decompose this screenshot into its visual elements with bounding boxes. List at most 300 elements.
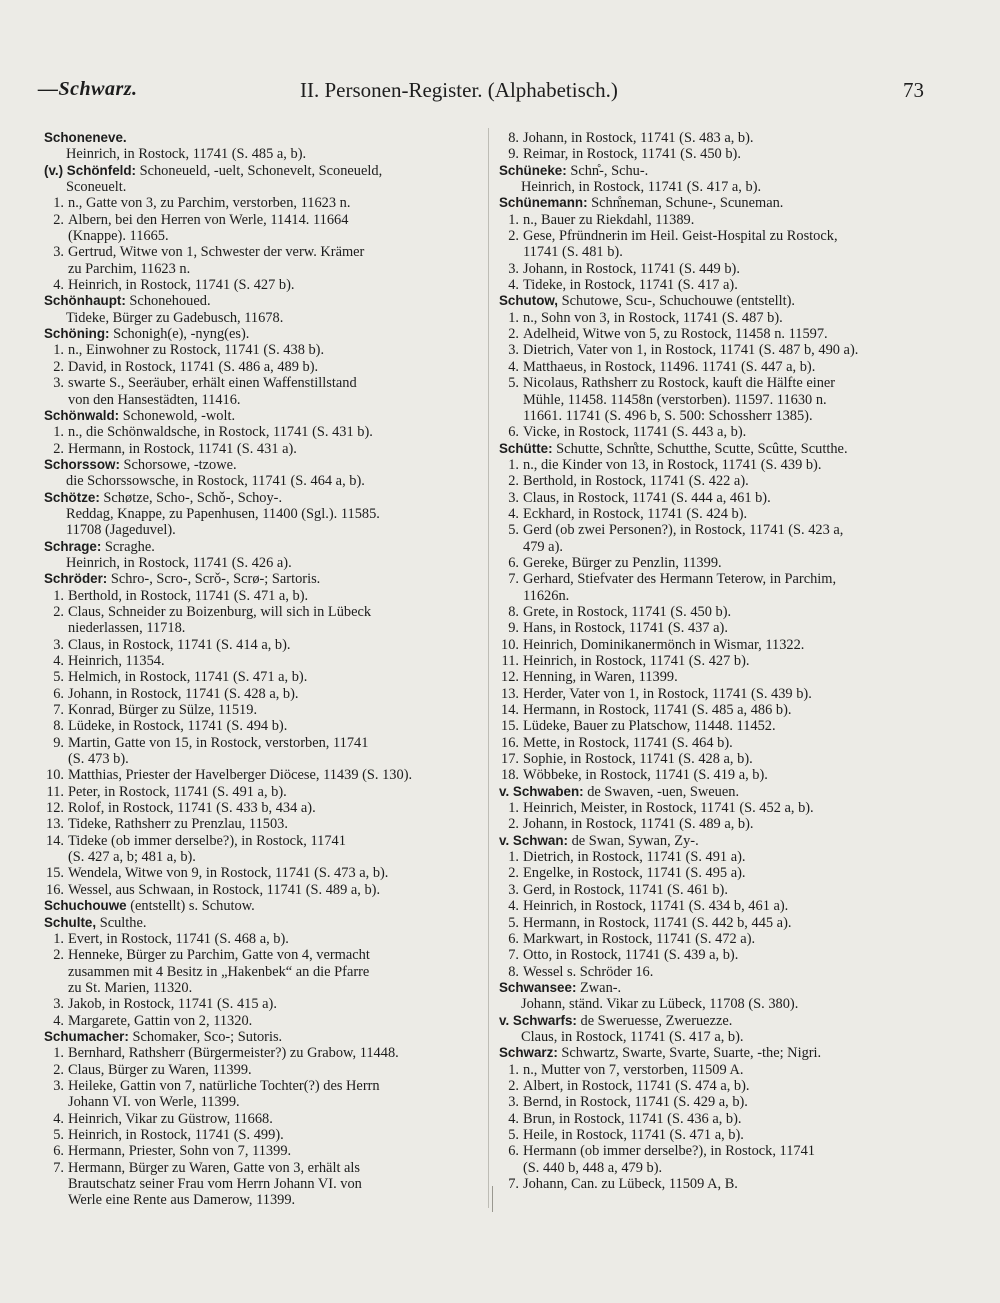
person-text — [523, 1127, 937, 1143]
entry-heading-line — [44, 571, 480, 587]
entry-person — [499, 457, 937, 473]
person-text-line: Johann, in Rostock, 11741 (S. 483 a, b). — [523, 130, 754, 146]
entry-variants: Schutowe, Scu-, Schuchouwe (entstellt). — [558, 293, 796, 310]
person-text-line: Gese, Pfründnerin im Heil. Geist-Hospital zu Rostock, — [523, 228, 838, 245]
person-text-line: Hermann, in Rostock, 11741 (S. 442 b, 445 a). — [523, 914, 792, 931]
entry-person — [44, 1045, 480, 1061]
register-entry — [44, 457, 480, 490]
person-text-line: zusammen mit 4 Besitz in „Hakenbek“ an die Pfarre — [68, 963, 370, 980]
person-number: 3. — [508, 489, 519, 506]
entry-text — [499, 996, 937, 1012]
entry-person — [44, 767, 480, 783]
person-text — [523, 326, 937, 342]
person-text-line: Hermann, Priester, Sohn von 7, 11399. — [68, 1143, 292, 1160]
entry-variants: Schro-, Scro-, Scrǒ-, Scrø-; Sartoris. — [107, 571, 321, 588]
person-number: 8. — [508, 963, 519, 980]
person-text — [523, 375, 937, 424]
entry-heading-line — [44, 163, 480, 179]
entry-variants: Schn̊-, Schu-. — [566, 162, 649, 179]
person-number: 11. — [501, 653, 519, 669]
person-number: 3. — [508, 260, 519, 277]
entry-heading-line — [499, 784, 937, 800]
person-number: 2. — [53, 603, 64, 620]
person-text-line: Heileke, Gattin von 7, natürliche Tochter(?) des Herrn — [68, 1077, 380, 1094]
person-text-line: n., Bauer zu Riekdahl, 11389. — [523, 211, 695, 228]
entry-person — [44, 1013, 480, 1029]
register-entry — [499, 980, 937, 1013]
entry-heading-line — [44, 490, 480, 506]
entry-person — [44, 800, 480, 816]
entry-heading-line — [499, 980, 937, 996]
person-number: 5. — [508, 1126, 519, 1143]
person-text-line: 11661. 11741 (S. 496 b, S. 500: Schossherr 1385). — [523, 407, 813, 424]
person-number: 10. — [46, 767, 64, 784]
person-text — [523, 310, 937, 326]
person-text-line: (S. 427 a, b; 481 a, b). — [68, 849, 196, 866]
entry-person — [44, 1127, 480, 1143]
entry-variants: Schn̊neman, Schune-, Scuneman. — [587, 195, 784, 212]
person-text-line: Tideke, Rathsherr zu Prenzlau, 11503. — [68, 816, 288, 833]
person-text-line: n., die Schönwaldsche, in Rostock, 11741 (S. 431 b). — [68, 424, 373, 441]
person-text-line: Heinrich, 11354. — [68, 653, 165, 669]
person-number: 1. — [53, 342, 64, 359]
person-number: 5. — [508, 914, 519, 931]
entry-text — [499, 179, 937, 195]
person-text-line: Reimar, in Rostock, 11741 (S. 450 b). — [523, 146, 741, 163]
person-text — [523, 751, 937, 767]
person-text-line: Gereke, Bürger zu Penzlin, 11399. — [523, 554, 722, 571]
entry-person — [44, 1160, 480, 1209]
person-text — [523, 718, 937, 734]
person-text — [523, 1143, 937, 1176]
entry-text — [499, 1029, 937, 1045]
person-text — [523, 1111, 937, 1127]
person-text — [68, 669, 480, 685]
entry-headword: Schumacher: — [44, 1028, 129, 1044]
entry-person — [499, 1127, 937, 1143]
person-text-line: Herder, Vater von 1, in Rostock, 11741 (S. 439 b). — [523, 685, 812, 702]
entry-person — [44, 931, 480, 947]
entry-headword: Schröder: — [44, 571, 108, 587]
entry-heading-line — [44, 408, 480, 424]
person-text-line: 11741 (S. 481 b). — [523, 244, 623, 261]
register-entry — [499, 1045, 937, 1192]
person-text-line: Mette, in Rostock, 11741 (S. 464 b). — [523, 734, 733, 751]
person-number: 14. — [501, 702, 519, 719]
person-text-line: Peter, in Rostock, 11741 (S. 491 a, b). — [68, 783, 287, 800]
person-text — [68, 441, 480, 457]
register-entry — [44, 326, 480, 408]
person-text — [523, 490, 937, 506]
person-number: 4. — [53, 653, 64, 669]
person-text-line: Heinrich, Dominikanermönch in Wismar, 11322. — [523, 636, 805, 653]
entry-person — [499, 326, 937, 342]
person-text — [68, 244, 480, 277]
person-text-line: Gerd, in Rostock, 11741 (S. 461 b). — [523, 881, 728, 898]
entry-heading-line — [44, 130, 480, 146]
register-entry — [44, 915, 480, 1029]
entry-text — [44, 146, 480, 162]
person-number: 15. — [46, 865, 64, 882]
entry-person — [499, 800, 937, 816]
person-number: 1. — [508, 211, 519, 228]
entry-heading-line — [499, 163, 937, 179]
person-text — [68, 1111, 480, 1127]
person-text-line: Henneke, Bürger zu Parchim, Gatte von 4, vermacht — [68, 947, 370, 964]
person-text-line: (S. 440 b, 448 a, 479 b). — [523, 1159, 663, 1176]
person-number: 3. — [53, 244, 64, 261]
person-text — [523, 865, 937, 881]
entry-headword: Schötze: — [44, 489, 100, 505]
person-text-line: Hans, in Rostock, 11741 (S. 437 a). — [523, 620, 728, 637]
person-number: 7. — [508, 1176, 519, 1192]
person-text-line: 11626n. — [523, 587, 570, 604]
person-text-line: Lüdeke, Bauer zu Platschow, 11448. 11452. — [523, 718, 776, 735]
entry-headword: Schulte, — [44, 914, 97, 930]
person-text-line: Adelheid, Witwe von 5, zu Rostock, 11458 n. 11597. — [523, 326, 828, 343]
entry-person — [44, 1143, 480, 1159]
entry-variants: de Swaven, -uen, Sweuen. — [583, 783, 740, 800]
person-number: 4. — [508, 898, 519, 915]
person-text — [68, 686, 480, 702]
entry-person — [44, 996, 480, 1012]
person-number: 2. — [508, 816, 519, 833]
person-text — [68, 816, 480, 832]
entry-person — [499, 669, 937, 685]
entry-heading-line — [499, 441, 937, 457]
person-text — [68, 342, 480, 358]
person-text — [68, 277, 480, 293]
entry-headword: Schöning: — [44, 326, 110, 342]
entry-person — [44, 277, 480, 293]
person-text — [523, 506, 937, 522]
person-text-line: Heinrich, in Rostock, 11741 (S. 434 b, 461 a). — [523, 898, 789, 915]
entry-person — [499, 767, 937, 783]
person-text-line: Hermann, in Rostock, 11741 (S. 485 a, 486 b). — [523, 702, 792, 719]
entry-heading-line — [44, 293, 480, 309]
entry-text-line: Heinrich, in Rostock, 11741 (S. 485 a, b). — [66, 146, 307, 163]
person-text-line: Dietrich, in Rostock, 11741 (S. 491 a). — [523, 849, 746, 866]
entry-person — [499, 898, 937, 914]
entry-person — [499, 718, 937, 734]
entry-person — [499, 1078, 937, 1094]
person-number: 9. — [508, 620, 519, 637]
entry-variants: Sculthe. — [96, 914, 147, 931]
person-number: 1. — [53, 195, 64, 212]
person-text-line: Eckhard, in Rostock, 11741 (S. 424 b). — [523, 505, 748, 522]
register-entry — [44, 130, 480, 163]
entry-person — [499, 1111, 937, 1127]
entry-person — [499, 702, 937, 718]
entry-person — [499, 735, 937, 751]
person-text-line: Hermann, in Rostock, 11741 (S. 431 a). — [68, 440, 297, 457]
person-text-line: n., Mutter von 7, verstorben, 11509 A. — [523, 1061, 744, 1078]
entry-heading-line — [44, 457, 480, 473]
entry-variants: Schutte, Schn̊tte, Schutthe, Scutte, Scûtte, Scutthe. — [552, 440, 848, 457]
person-text-line: Engelke, in Rostock, 11741 (S. 495 a). — [523, 865, 746, 882]
register-entry — [499, 833, 937, 980]
person-text — [523, 146, 937, 162]
person-text — [68, 588, 480, 604]
entry-headword: Schönwald: — [44, 407, 120, 423]
entry-heading-line — [499, 1013, 937, 1029]
person-text-line: von den Hansestädten, 11416. — [68, 391, 241, 408]
person-text — [523, 228, 937, 261]
person-number: 1. — [508, 456, 519, 473]
person-text — [68, 359, 480, 375]
person-number: 5. — [53, 669, 64, 686]
entry-heading-line — [499, 833, 937, 849]
entry-text-line: Heinrich, in Rostock, 11741 (S. 417 a, b). — [521, 179, 762, 196]
entry-text-line: Claus, in Rostock, 11741 (S. 417 a, b). — [521, 1028, 744, 1045]
person-text-line: zu Parchim, 11623 n. — [68, 260, 191, 277]
person-text — [523, 424, 937, 440]
entry-person — [499, 522, 937, 555]
person-text-line: Tideke, in Rostock, 11741 (S. 417 a). — [523, 277, 738, 294]
entry-headword: Schönhaupt: — [44, 293, 126, 309]
person-text — [523, 473, 937, 489]
person-text-line: (Knappe). 11665. — [68, 228, 169, 245]
person-number: 5. — [508, 375, 519, 392]
register-entry — [499, 784, 937, 833]
person-text-line: Nicolaus, Rathsherr zu Rostock, kauft die Hälfte einer — [523, 375, 836, 392]
entry-person — [499, 506, 937, 522]
entry-text-line: die Schorssowsche, in Rostock, 11741 (S. 464 a, b). — [66, 473, 365, 490]
person-text-line: Mühle, 11458. 11458n (verstorben). 11597. 11630 n. — [523, 391, 827, 408]
person-number: 17. — [501, 751, 519, 768]
person-number: 6. — [53, 685, 64, 702]
person-text — [523, 555, 937, 571]
entry-headword: v. Schwan: — [499, 832, 568, 848]
entry-text — [44, 473, 480, 489]
entry-person — [499, 1062, 937, 1078]
person-number: 6. — [53, 1143, 64, 1160]
person-text — [68, 702, 480, 718]
person-text-line: Wessel, aus Schwaan, in Rostock, 11741 (S. 489 a, b). — [68, 881, 381, 898]
person-text-line: Heinrich, in Rostock, 11741 (S. 427 b). — [68, 277, 295, 294]
person-text — [523, 359, 937, 375]
entry-person — [499, 947, 937, 963]
person-text — [523, 702, 937, 718]
person-text-line: Heinrich, in Rostock, 11741 (S. 427 b). — [523, 653, 750, 669]
entry-person — [44, 604, 480, 637]
person-number: 4. — [508, 358, 519, 375]
entry-text — [44, 179, 480, 195]
entry-person — [499, 146, 937, 162]
entry-headword: v. Schwarfs: — [499, 1012, 577, 1028]
person-text-line: Gerhard, Stiefvater des Hermann Teterow, in Parchim, — [523, 571, 837, 588]
running-head-title: II. Personen-Register. (Alphabetisch.) — [300, 78, 618, 102]
person-number: 14. — [46, 832, 64, 849]
person-text-line: Wöbbeke, in Rostock, 11741 (S. 419 a, b). — [523, 767, 768, 784]
entry-person — [44, 637, 480, 653]
entry-person — [44, 653, 480, 669]
person-number: 8. — [508, 603, 519, 620]
person-text-line: Wendela, Witwe von 9, in Rostock, 11741 (S. 473 a, b). — [68, 865, 389, 882]
person-text-line: Evert, in Rostock, 11741 (S. 468 a, b). — [68, 930, 289, 947]
person-number: 2. — [508, 865, 519, 882]
person-number: 4. — [53, 277, 64, 294]
person-text — [68, 784, 480, 800]
entry-person — [499, 555, 937, 571]
person-text-line: Konrad, Bürger zu Sülze, 11519. — [68, 702, 258, 719]
person-number: 1. — [508, 309, 519, 326]
person-text-line: Tideke (ob immer derselbe?), in Rostock, 11741 — [68, 832, 346, 849]
register-entry — [499, 1013, 937, 1046]
entry-person — [44, 784, 480, 800]
person-number: 1. — [508, 849, 519, 866]
entry-person — [44, 1062, 480, 1078]
person-text — [523, 637, 937, 653]
person-text-line: Johann, in Rostock, 11741 (S. 449 b). — [523, 260, 740, 277]
entry-person — [44, 865, 480, 881]
entry-heading-line — [499, 1045, 937, 1061]
person-text — [523, 457, 937, 473]
entry-variants: Schorsowe, -tzowe. — [119, 456, 237, 473]
person-text — [523, 849, 937, 865]
entry-person — [499, 424, 937, 440]
person-text-line: Martin, Gatte von 15, in Rostock, verstorben, 11741 — [68, 734, 369, 751]
entry-variants: Schonigh(e), -nyng(es). — [109, 326, 250, 343]
register-entry — [499, 195, 937, 293]
register-column-left — [44, 130, 480, 1209]
person-text — [523, 882, 937, 898]
entry-person — [499, 620, 937, 636]
entry-headword: Schutow, — [499, 293, 559, 309]
person-number: 4. — [508, 277, 519, 294]
person-number: 2. — [508, 473, 519, 490]
entry-person — [44, 947, 480, 996]
person-number: 13. — [46, 816, 64, 833]
person-text — [523, 1094, 937, 1110]
person-number: 15. — [501, 718, 519, 735]
person-number: 1. — [53, 930, 64, 947]
register-column-right — [499, 130, 937, 1192]
person-number: 6. — [508, 424, 519, 441]
person-text — [68, 212, 480, 245]
person-number: 8. — [53, 718, 64, 735]
entry-headword: Schoneneve. — [44, 130, 127, 145]
entry-headword: Schüneke: — [499, 162, 567, 178]
entry-heading-line — [44, 898, 480, 914]
person-number: 3. — [53, 1077, 64, 1094]
entry-variants: de Swan, Sywan, Zy-. — [567, 832, 699, 849]
entry-person — [499, 964, 937, 980]
person-text-line: Claus, in Rostock, 11741 (S. 414 a, b). — [68, 636, 291, 653]
person-text-line: Claus, Bürger zu Waren, 11399. — [68, 1061, 252, 1078]
person-text — [68, 424, 480, 440]
entry-person — [499, 653, 937, 669]
person-text — [68, 947, 480, 996]
person-text — [68, 882, 480, 898]
person-text — [68, 718, 480, 734]
entry-person — [499, 604, 937, 620]
entry-person — [44, 718, 480, 734]
person-text — [68, 1013, 480, 1029]
entry-variants: Schwartz, Swarte, Svarte, Suarte, -the; Nigri. — [557, 1045, 822, 1062]
person-number: 4. — [53, 1012, 64, 1029]
entry-person — [44, 424, 480, 440]
person-text-line: Berthold, in Rostock, 11741 (S. 422 a). — [523, 473, 749, 490]
register-entry — [44, 539, 480, 572]
person-text-line: Johann, in Rostock, 11741 (S. 489 a, b). — [523, 816, 754, 833]
person-text-line: Albert, in Rostock, 11741 (S. 474 a, b). — [523, 1077, 750, 1094]
person-number: 3. — [53, 996, 64, 1013]
person-text-line: Brautschatz seiner Frau vom Herrn Johann VI. von — [68, 1176, 362, 1192]
person-text — [523, 261, 937, 277]
person-text-line: Bernhard, Rathsherr (Bürgermeister?) zu Grabow, 11448. — [68, 1045, 399, 1062]
entry-person — [499, 310, 937, 326]
person-number: 7. — [508, 947, 519, 964]
person-number: 1. — [508, 1061, 519, 1078]
person-text — [68, 195, 480, 211]
entry-variants: (entstellt) s. Schutow. — [126, 898, 255, 915]
person-text — [523, 669, 937, 685]
entry-text-line: Reddag, Knappe, zu Papenhusen, 11400 (Sgl.). 11585. — [66, 505, 380, 522]
entry-variants: de Sweruesse, Zweruezze. — [576, 1012, 733, 1029]
person-text — [523, 735, 937, 751]
person-text-line: 479 a). — [523, 538, 563, 555]
person-text-line: Markwart, in Rostock, 11741 (S. 472 a). — [523, 930, 756, 947]
person-number: 6. — [508, 1143, 519, 1160]
person-text — [68, 800, 480, 816]
person-text-line: Dietrich, Vater von 1, in Rostock, 11741 (S. 487 b, 490 a). — [523, 342, 859, 359]
person-text-line: Johann, in Rostock, 11741 (S. 428 a, b). — [68, 685, 299, 702]
person-text-line: Margarete, Gattin von 2, 11320. — [68, 1012, 253, 1029]
person-number: 1. — [53, 424, 64, 441]
register-entry — [44, 571, 480, 898]
person-text — [68, 865, 480, 881]
entry-text-line: Heinrich, in Rostock, 11741 (S. 426 a). — [66, 554, 292, 571]
entry-variants: Schonehoued. — [125, 293, 211, 310]
person-number: 7. — [508, 571, 519, 588]
entry-headword: v. Schwaben: — [499, 783, 584, 799]
person-text — [523, 898, 937, 914]
person-number: 2. — [53, 211, 64, 228]
person-number: 2. — [508, 1077, 519, 1094]
entry-variants: Schomaker, Sco-; Sutoris. — [128, 1028, 283, 1045]
entry-heading-line — [44, 915, 480, 931]
person-text-line: Heinrich, in Rostock, 11741 (S. 499). — [68, 1126, 284, 1143]
person-text-line: niederlassen, 11718. — [68, 620, 186, 637]
person-number: 3. — [508, 342, 519, 359]
entry-person — [499, 261, 937, 277]
person-number: 7. — [53, 1159, 64, 1176]
entry-person — [499, 816, 937, 832]
register-entry — [499, 441, 937, 784]
person-text-line: Johann VI. von Werle, 11399. — [68, 1094, 240, 1111]
person-text-line: Grete, in Rostock, 11741 (S. 450 b). — [523, 603, 732, 620]
column-divider-tail — [492, 1186, 493, 1212]
entry-person — [499, 865, 937, 881]
person-text — [523, 277, 937, 293]
entry-person — [499, 490, 937, 506]
entry-person — [499, 931, 937, 947]
entry-variants: Schoneueld, -uelt, Schonevelt, Sconeueld, — [136, 162, 383, 179]
person-number: 2. — [53, 358, 64, 375]
entry-variants: Schonewold, -wolt. — [119, 407, 236, 424]
register-entry — [44, 1029, 480, 1209]
entry-person — [44, 816, 480, 832]
person-text — [523, 571, 937, 604]
person-number: 3. — [53, 375, 64, 392]
register-entry — [44, 898, 480, 914]
person-text — [68, 1062, 480, 1078]
person-text-line: Bernd, in Rostock, 11741 (S. 429 a, b). — [523, 1094, 748, 1111]
person-text — [68, 1143, 480, 1159]
person-text-line: Heinrich, Meister, in Rostock, 11741 (S. 452 a, b). — [523, 800, 814, 817]
person-text-line: Berthold, in Rostock, 11741 (S. 471 a, b). — [68, 587, 309, 604]
